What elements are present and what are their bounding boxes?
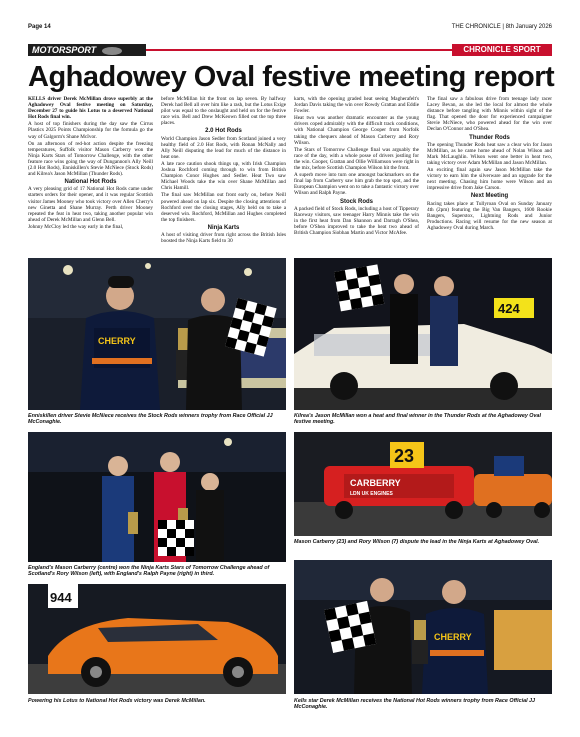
- article-column-3: [294, 96, 419, 256]
- subheading: Next Meeting: [470, 193, 509, 200]
- section-bar: [28, 44, 552, 56]
- article-column-1: [28, 96, 153, 256]
- caption-photo-1: Enniskillen driver Stevie McNiece receives the Stock Rods winners trophy from Race Official JJ McConaghie.: [28, 413, 273, 426]
- section-chronicle-sport: CHRONICLE SPORT: [452, 44, 552, 56]
- photo-national-hot-rods-trophy: [294, 560, 552, 694]
- paragraph: A packed field of Stock Rods, including a host of Tipperary Raceway visitors, saw teenager Harry Minnis take the win in the first heat from Dan Shannon and Darragh O'Shea, before O'Shea improved to take the heat two ahead of British Champion Siobhan Martin and Victor McAfee.: [294, 205, 419, 236]
- caption-photo-5: Powering his Lotus to National Hot Rods victory was Derek McMillan.: [28, 698, 206, 704]
- article-column-2: [161, 96, 286, 256]
- caption-photo-3: England's Mason Carberry (centre) won the Ninja Karts Stars of Tomorrow Challenge ahead of Scotland's Rory Wilson (left), with England's Ralph Payne (right) in third.: [28, 565, 270, 578]
- section-motorsport: MOTORSPORT: [28, 44, 146, 56]
- photo-ninja-karts-racing: [294, 432, 552, 536]
- page-number: Page 14: [28, 24, 51, 30]
- paragraph: Racing takes place at Tullyroan Oval on Sunday January 4th (2pm) featuring the Big Van Bangers, 1600 Rookie Bangers, Superstox, Lightning Rods and Junior Productions. Racing will resume for the new season at Aghadowey Oval during March.: [427, 200, 552, 231]
- paragraph: An exciting final again saw Jason McMillan take the victory to earn him the silverware and an upgrade for the next meeting. Chasing him home were Wilson and an impressive drive from Jake Carson.: [427, 167, 552, 192]
- subheading: National Hot Rods: [64, 179, 117, 186]
- paragraph: The final saw McMillan out front early on, before Neill powered ahead on lap six. Despite the closing attentions of Rochford over the closing stages, Ally held on to take a deserved win. Rochford, McMillan and Hughes completed the top finishers.: [161, 192, 286, 223]
- paragraph: The opening Thunder Rods heat saw a clear win for Jason McMillan, as he came home ahead of Nolan Wilson and Mark McLaughlin. Wilson went one better in heat two, taking victory over Adam McMillan and Jason McMillan.: [427, 141, 552, 166]
- subheading: 2.0 Hot Rods: [205, 128, 242, 135]
- subheading: Ninja Karts: [207, 224, 240, 231]
- page-header: [28, 24, 552, 34]
- caption-photo-6: Kells star Derek McMillan receives the National Hot Rods winners trophy from Race Official JJ McConaghie.: [294, 698, 536, 711]
- photo-lotus-hot-rod: [28, 584, 286, 694]
- paragraph: Heat two was another dramatic encounter as the young drivers coped admirably with the difficult track conditions, with National Champion George Cooper from Norfolk taking the chequers ahead of Mason Carberry and Rory Wilson.: [294, 115, 419, 146]
- paragraph: The Stars of Tomorrow Challenge final was arguably the race of the day, with a whole posse of drivers jostling for the win. Cooper, Grattan and Ollie Williamson were right in the mix, before Scottish Champion Wilson hit the front.: [294, 146, 419, 172]
- article-lead: KELLS driver Derek McMillan drove superbly at the Aghadowey Oval festive meeting on Saturday, December 27 to guide his Lotus to a deserved National Hot Rods final win.: [28, 96, 153, 121]
- article-body: [28, 96, 552, 256]
- photo-ninja-karts-podium: [28, 432, 286, 562]
- subheading: Thunder Rods: [469, 134, 510, 141]
- paragraph: A late race caution shook things up, with Irish Champion Joshua Rochford coming through to win from British Champion Conor Hughes and Sedler. Heat Two saw Michael Woods take the win over Shane McMillan and Chris Hamill.: [161, 160, 286, 192]
- paragraph: A host of visiting driver from right across the British Isles boosted the Ninja Karts field to 30: [161, 231, 286, 245]
- paragraph: The final saw a fabulous drive from teenage lady racer Lacey Bevan, as she led the local for almost the whole distance before tangling with Minnis within sight of the flag. That opened the door for experienced campaigner Stevie McNiece, who powered ahead for the win over Declan O'Connor and O'Shea.: [427, 96, 552, 133]
- paragraph: before McMillan hit the front on lap seven. By halfway Derek had Bell all over him like a rash, but the Lotus Exige pilot was equal to the onslaught and held on for the festive race win. Bell and Drew McKeown filled out the top three places.: [161, 96, 286, 127]
- kart-banner-sub: LDN UK ENGINES: [350, 491, 393, 497]
- kart-banner: CARBERRY: [350, 478, 401, 488]
- kart-number: 23: [394, 446, 415, 466]
- caption-photo-4: Mason Carberry (23) and Rory Wilson (7) dispute the lead in the Ninja Karts at Aghadowey Oval.: [294, 539, 540, 545]
- headline: Aghadowey Oval festive meeting report: [28, 61, 555, 93]
- paragraph: karts, with the opening graded heat seeing Magherafelt's Jordan Davis taking the win over Rowdy Grattan and Eddie Fowler.: [294, 96, 419, 115]
- paragraph: A superb move into turn one amongst backmarkers on the final lap from Carberry saw him grab the top spot, and the European Champion went on to take a fantastic victory over Wilson and Ralph Payne.: [294, 172, 419, 197]
- paper-date: THE CHRONICLE | 8th January 2026: [451, 24, 552, 30]
- paragraph: A host of top finishers during the day saw the Cirrus Plastics 2025 Points Championship for the formula go the way of Galgorm's Shane McIvor.: [28, 121, 153, 140]
- paragraph: Johnny McCloy led the way early in the final,: [28, 223, 124, 230]
- car-icon: [102, 47, 122, 55]
- section-divider: [146, 49, 452, 51]
- race-plate-number: 424: [498, 301, 520, 316]
- photo-stock-rods-trophy: [28, 258, 286, 410]
- subheading: Stock Rods: [339, 198, 373, 205]
- paragraph: On an afternoon of red-hot action despite the freezing temperatures, Suffolk visitor Mason Carberry won the Ninja Karts Stars of Tomorrow Challenge, with the other feature race wins going the way of Dungannon's Ally Neill (2.0 Hot Rods), Enniskillen's Stevie McNiece (Stock Rods) and Kilrea's Jason McMillan (Thunder Rods).: [28, 140, 153, 178]
- paragraph: World Champion Jason Sedler from Scotland joined a very healthy field of 2.0 Hot Rods, with Ronan McNally and Ally Neill disputing the lead for much of the distance in heat one.: [161, 135, 286, 160]
- shirt-sponsor: CHERRY: [434, 632, 472, 642]
- shirt-sponsor: CHERRY: [98, 336, 136, 346]
- article-column-4: [427, 96, 552, 256]
- caption-photo-2: Kilrea's Jason McMillan won a heat and final winner in the Thunder Rods at the Aghadowey Oval festive meeting.: [294, 413, 541, 426]
- photo-thunder-rods: [294, 258, 552, 410]
- car-number: 944: [50, 590, 72, 605]
- paragraph: A very pleasing grid of 17 National Hot Rods came under starters orders for their opener, and it was regular Scottish visitor James Mooney who took victory over Allen Cherry's new Ginetta and Shane Murray. Perth driver Mooney repeated the feat in heat two, taking another popular win ahead of Derek McMillan and Glenn Bell.: [28, 186, 153, 223]
